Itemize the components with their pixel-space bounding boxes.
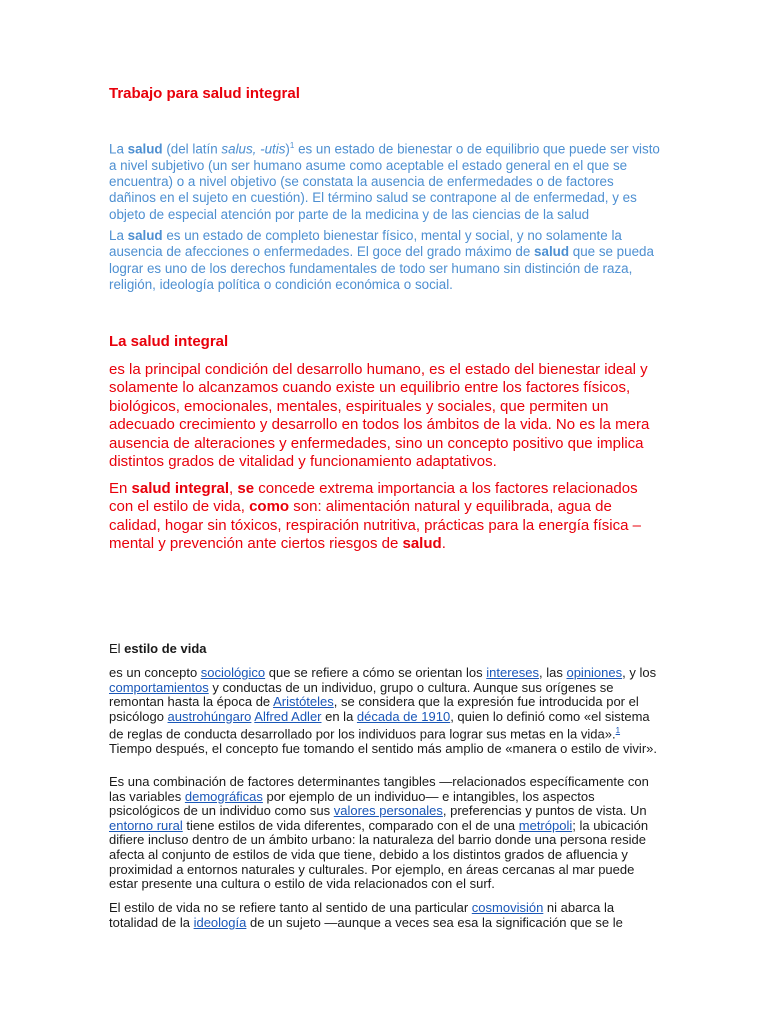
text: de un sujeto —aunque a veces sea esa la significación que se le [246,914,623,930]
link-austrohungaro[interactable]: austrohúngaro [167,708,252,724]
link-entorno-rural[interactable]: entorno rural [109,817,183,833]
bold-term: salud integral [131,480,230,497]
bold-term: salud [534,244,570,260]
text: La [109,228,128,243]
text: y conductas de un individuo, grupo o cultura. Aunque sus orígenes se remontan hasta la época de [109,679,614,710]
text: La [109,141,128,157]
link-valores-personales[interactable]: valores personales [333,803,443,819]
text: , quien lo definió como «el sistema de reglas de conducta desarrollado por los individuos para lograr sus metas en la vida». [109,708,650,742]
link-opiniones[interactable]: opiniones [566,665,623,680]
bold-term: se [237,480,255,497]
text: es un concepto [109,665,201,680]
text: , [229,480,238,497]
section-heading-salud-integral: La salud integral [109,333,229,350]
text: El estilo de vida no se refiere tanto al sentido de una particular [109,900,472,915]
text: ni abarca la totalidad de la [109,900,615,930]
bold-term: salud [402,535,442,553]
text: son: alimentación natural y equilibrada, agua de calidad, hogar sin tóxicos, respiración nutritiva, prácticas para la energía física – mental y prevención ante ciertos riesgos de [109,498,641,553]
text: tiene estilos de vida diferentes, comparado con el de una [182,817,519,833]
text: En [109,480,132,497]
link-ideologia[interactable]: ideología [193,914,247,930]
text: Tiempo después, el concepto fue tomando el sentido más amplio de «manera o estilo de vivir». [109,741,657,757]
paragraph-estilo-vida-factors-detail [109,775,661,892]
document-title: Trabajo para salud integral [109,85,300,102]
text: , preferencias y puntos de vista. Un [442,803,647,819]
link-sociologico[interactable]: sociológico [200,665,266,680]
link-alfred-adler[interactable]: Alfred Adler [254,708,322,724]
paragraph-estilo-vida-cosmovision [109,901,661,930]
paragraph-estilo-vida-factors [109,480,661,554]
text: ; la ubicación difiere incluso dentro de un ámbito urbano: la naturaleza del barrio donde una persona reside afecta al conjunto de estilos de vida que tiene, debido a los distintos grados de afluencia y proximidad a entornos naturales y culturales. Por ejemplo, en áreas cercanas al mar puede estar presente una cultura o estilo de vida relacionados con el surf. [109,817,649,892]
link-intereses[interactable]: intereses [486,665,539,680]
text: en la [321,708,357,724]
paragraph-estilo-vida-concept [109,666,661,757]
text: , y los [622,665,657,680]
bold-term: estilo de vida [124,641,207,656]
paragraph-salud-integral: es la principal condición del desarrollo humano, es el estado del bienestar ideal y solamente lo alcanzamos cuando existe un equilibrio entre los factores físicos, biológicos, emocionales, mentales, espirituales y sociales, que permiten un adecuado crecimiento y desarrollo en todos los ámbitos de la vida. No es la mera ausencia de alteraciones y enfermedades, sino un concepto positivo que implica distintos grados de vitalidad y funcionamiento adaptativos. [109,361,650,471]
text: Es una combinación de factores determinantes tangibles —relacionados específicamente con las variables [109,774,649,804]
link-cosmovision[interactable]: cosmovisión [471,900,544,915]
link-metropoli[interactable]: metrópoli [518,817,573,833]
paragraph-salud-oms [109,228,661,293]
text: concede extrema importancia a los factores relacionados con el estilo de vida, [109,480,638,516]
text: , las [539,665,567,680]
bold-term: salud [127,228,163,243]
link-decada-1910[interactable]: década de 1910 [356,708,451,724]
footnote-ref: 1 [289,141,295,150]
text: . [441,535,446,553]
text: ) [285,141,290,157]
footnote-link[interactable]: 1 [615,726,621,736]
text: , se considera que la expresión fue introducida por el psicólogo [109,694,639,724]
bold-term: salud [127,141,163,157]
text: por ejemplo de un individuo— e intangibles, los aspectos psicológicos de un individuo como sus [109,788,595,819]
link-comportamientos[interactable]: comportamientos [109,679,209,695]
paragraph-salud-definition [109,138,661,223]
section-heading-estilo-de-vida [109,642,207,657]
link-demograficas[interactable]: demográficas [184,788,263,804]
text: es un estado de completo bienestar físico, mental y social, y no solamente la ausencia de afecciones o enfermedades. El goce del grado máximo de [109,228,622,260]
italic-term: salus, -utis [221,141,286,157]
text: que se pueda lograr es uno de los derechos fundamentales de todo ser humano sin distinción de raza, religión, ideología política o condición económica o social. [109,244,654,292]
text: El [109,641,125,656]
bold-term: como [249,498,290,516]
link-aristoteles[interactable]: Aristóteles [273,694,334,710]
text: es un estado de bienestar o de equilibrio que puede ser visto a nivel subjetivo (un ser humano asume como aceptable el estado general en el que se encuentra) o a nivel objetivo (se constata la ausencia de enfermedades o de factores dañinos en el sujeto en cuestión). El término salud se contrapone al de enfermedad, y es objeto de especial atención por parte de la medicina y de las ciencias de la salud [109,141,660,222]
text: (del latín [162,141,222,157]
text: que se refiere a cómo se orientan los [265,665,487,680]
